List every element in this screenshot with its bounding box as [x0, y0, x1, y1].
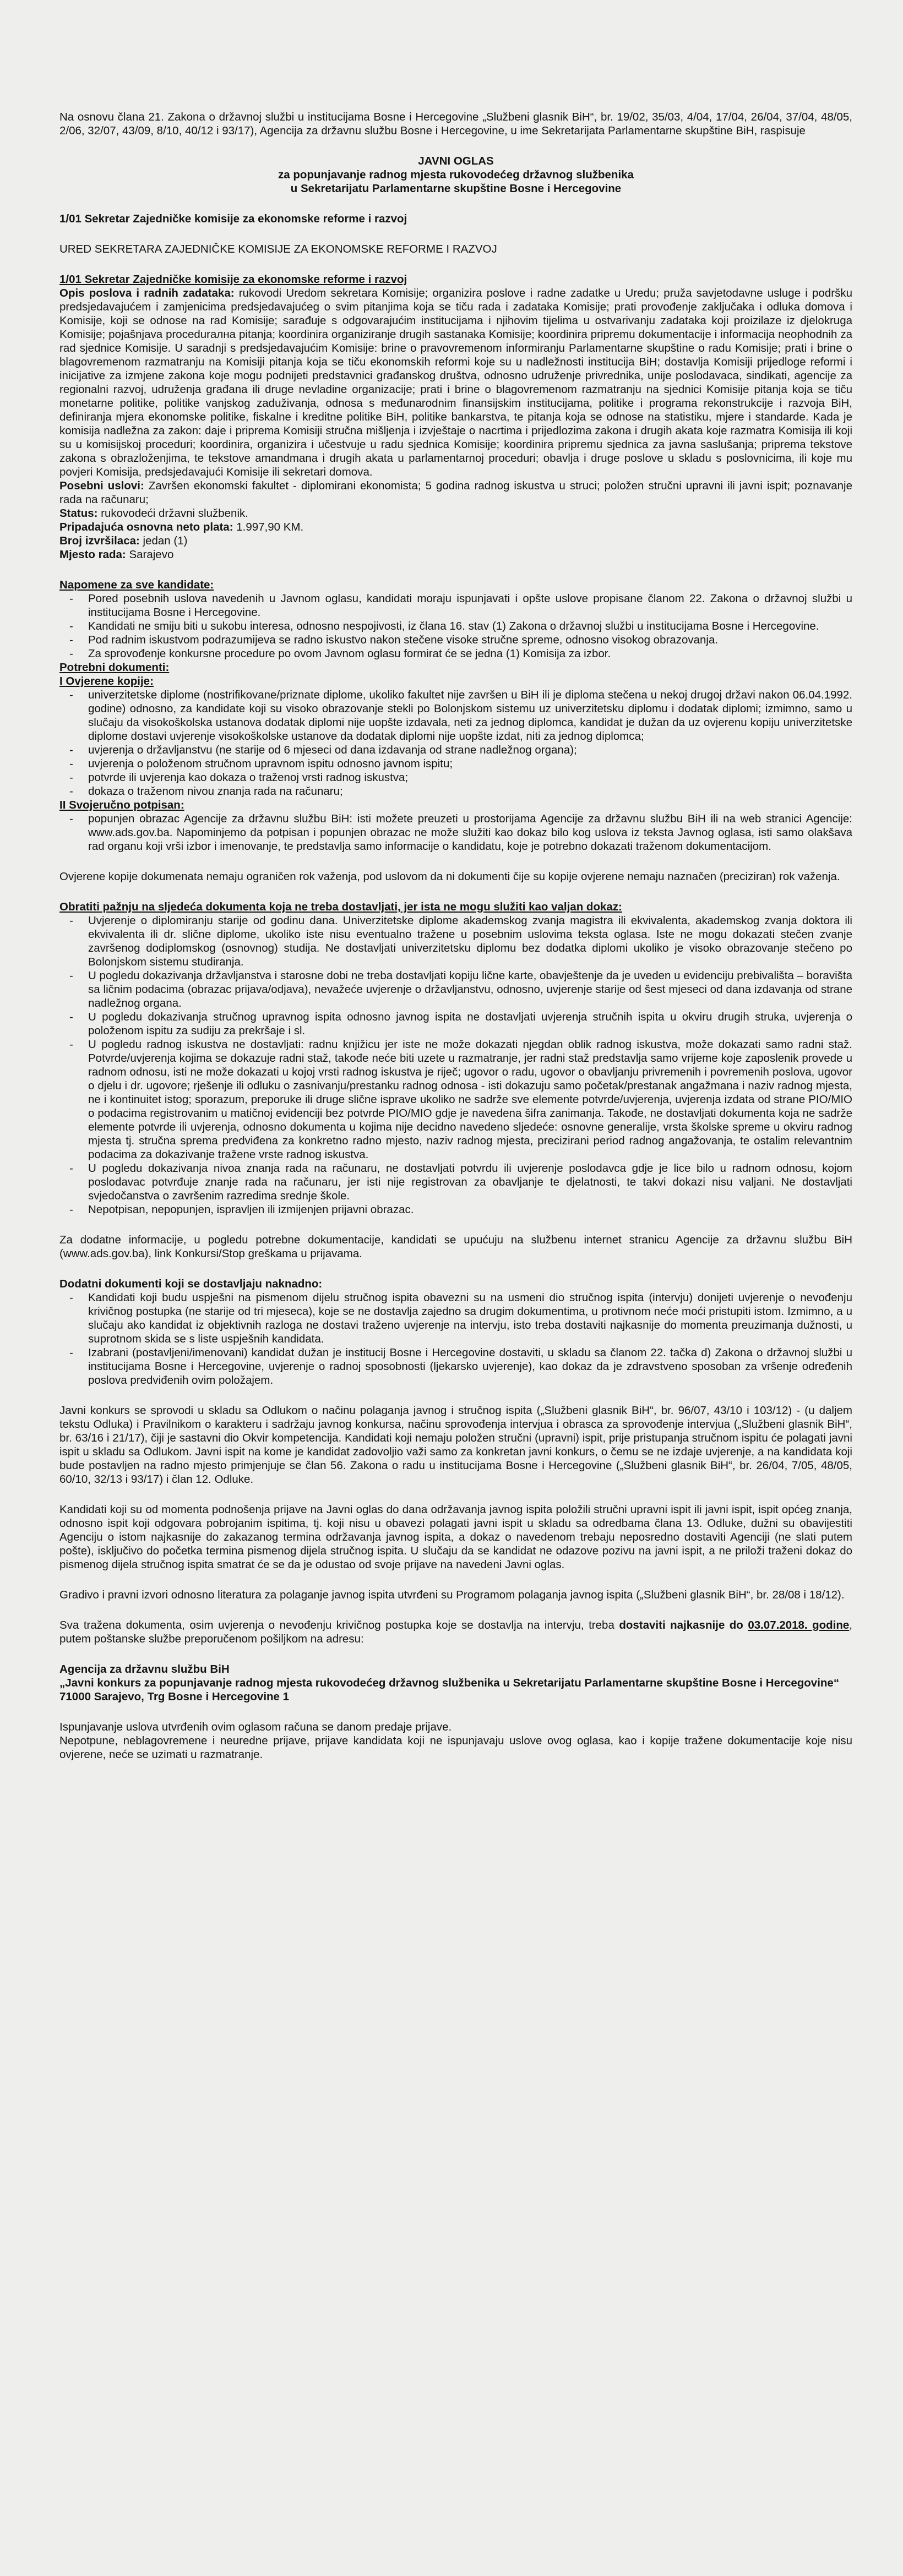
- note-item: - Pod radnim iskustvom podrazumijeva se radno iskustvo nakon stečene visoke stručne spreme, odnosno visokog obrazovanja.: [59, 633, 852, 647]
- intro-paragraph: Na osnovu člana 21. Zakona o državnoj službi u institucijama Bosne i Hercegovine „Službeni glasnik BiH“, br. 19/02, 35/03, 4/04, 17/04, 26/04, 37/04, 48/05, 2/06, 32/07, 43/09, 8/10, 40/12 i 93/17), Agencija za državnu službu Bosne i Hercegovine, u ime Sekretarijata Parlamentarne skupštine BiH, raspisuje: [59, 111, 852, 137]
- attention-list: [59, 914, 852, 1216]
- special-conditions: [59, 479, 852, 506]
- notice-subtitle-2: u Sekretarijatu Parlamentarne skupštine Bosne i Hercegovine: [290, 182, 622, 195]
- certified-item: - uvjerenja o državljanstvu (ne starije od 6 mjeseci od dana izdavanja od strane nadležnog organa);: [59, 743, 852, 757]
- attention-item: - U pogledu dokazivanja nivoa znanja rada na računaru, ne dostavljati potvrdu ili uvjerenje poslodavca gdje je lice bilo u radnom odnosu, kojom poslodavac potvrđuje znanje rada na računaru, jer isti nije registrovan za obavljanje te djelatnosti, te takvi dokazi nisu valjani. Ne dostavljati svjedočanstva o završenim razredima srednje škole.: [59, 1161, 852, 1203]
- position-section: [59, 272, 852, 561]
- job-notice-document: [59, 110, 852, 1761]
- signed-form-heading: II Svojeručno potpisan:: [59, 799, 184, 811]
- deadline-intro: Sva tražena dokumenta, osim uvjerenja o nevođenju krivičnog postupka koje se dostavlja na intervju, treba: [59, 1619, 619, 1631]
- organizational-unit: URED SEKRETARA ZAJEDNIČKE KOMISIJE ZA EKONOMSKE REFORME I RAZVOJ: [59, 243, 497, 255]
- attention-item: - U pogledu dokazivanja stručnog upravnog ispita odnosno javnog ispita ne dostavljati uvjerenja stručnih ispita u okviru drugih struka, uvjerenja o položenom ispitu za sudiju za prekršaje i sl.: [59, 1010, 852, 1038]
- note-item: - Pored posebnih uslova navedenih u Javnom oglasu, kandidati moraju ispunjavati i opšte uslove propisane članom 22. Zakona o državnoj službi u institucijama Bosne i Hercegovine.: [59, 592, 852, 619]
- note-item: - Kandidati ne smiju biti u sukobu interesa, odnosno nespojivosti, iz člana 16. stav (1) Zakona o državnoj službi u institucijama Bosne i Hercegovine.: [59, 619, 852, 633]
- additional-docs-list: [59, 1291, 852, 1387]
- salary-line: [59, 520, 852, 534]
- additional-doc-item: - Kandidati koji budu uspješni na pismenom dijelu stručnog ispita obavezni su na usmeni dio stručnog ispita (intervju) donijeti uvjerenje o nevođenju krivičnog postupka (ne starije od tri mjeseca), koje se ne dostavlja zajedno sa drugim dokumentima, u protivnom neće moći pristupiti istom. Izmimno, a u slučaju ako kandidat iz objektivnih razloga ne dostavi traženo uvjerenje na intervju, isto treba dostaviti najkasnije do momenta preuzimanja dužnosti, u suprotnom skida se s liste uspješnih kandidata.: [59, 1291, 852, 1346]
- address-agency: Agencija za državnu službu BiH: [59, 1663, 230, 1676]
- duties-text: rukovodi Uredom sekretara Komisije; organizira poslove i radne zadatke u Uredu; pruža savjetodavne usluge i podršku predsjedavajućem i zamjenicima predsjedavajućeg o svim pitanjima koja se tiču rada i zadataka Komisije; prati provođenje zaključaka i odluka domova i Komisije, koji se odnose na rad Komisije; sarađuje s odgovarajućim institucijama i njihovim tijelima u ostvarivanju zadataka koji proizilaze iz djelokruga Komisije; pojašnjava procedurална pitanja; koordinira organiziranje drugih sastanaka Komisije; koordinira pripremu dokumentacije i informacija neophodnih za rad sjednice Komisije. U saradnji s predsjedavajućim Komisije: brine o pravovremenom informiranju Parlamentarne skupštine o radu Komisije; prati i brine o blagovremenom razmatranju na Komisiji pitanja koja se tiču ekonomskih reformi koje su u nadležnosti institucija BiH; dostavlja Komisiji prijedloge reformi i inicijative za izmjene zakona koje mogu podnijeti predstavnici građanskog društva, odnosno udruženje privrednika, unije poslodavaca, sindikati, agencije za regionalni razvoj, udruženja građana ili druge nevladine organizacije; prati i brine o blagovremenom razmatranju na sjednici Komisije pitanja koja se tiču monetarne politike, politike vanjskog zaduživanja, odnosa s međunarodnim finansijskim institucijama, politike i programa rekonstrukcije i razvoja BiH, definiranja mjera ekonomske politike, fiskalne i kreditne politike BiH, politike bankarstva, te pitanja koja se odnose na statistiku, mjere i standarde. Kada je komisija nadležna za zakon: daje i priprema Komisiji stručna mišljenja i izvještaje o nacrtima i prijedlozima zakona i drugih akata koje razmatra Komisija ili koji su u komisijskoj proceduri; koordinira, organizira i učestvuje u radu sjednica Komisije; koordinira pripremu sjednica za javna saslušanja; priprema tekstove zakona s obrazloženjima, te tekstove amandmana i drugih akata u parlamentarnoj proceduri; obavlja i druge poslove u skladu s poslovnicima, ili koje mu povjeri Komisija, predsjedavajući Komisije ili sekretari domova.: [59, 287, 852, 478]
- special-conditions-label: Posebni uslovi:: [59, 479, 144, 492]
- final-note-1: Ispunjavanje uslova utvrđenih ovim oglasom računa se danom predaje prijave.: [59, 1721, 452, 1733]
- final-note-2: Nepotpune, neblagovremene i neuredne prijave, prijave kandidata koji ne ispunjavaju uslove ovog oglasa, kao i kopije tražene dokumentacije koje nisu ovjerene, neće se uzimati u razmatranje.: [59, 1734, 852, 1761]
- duties-paragraph: [59, 286, 852, 479]
- final-notes: [59, 1720, 852, 1761]
- place-value: Sarajevo: [126, 548, 174, 561]
- count-label: Broj izvršilaca:: [59, 534, 140, 547]
- notice-subtitle-1: za popunjavanje radnog mjesta rukovodećeg državnog službenika: [278, 168, 634, 181]
- place-line: [59, 548, 852, 561]
- additional-docs-heading: Dodatni dokumenti koji se dostavljaju naknadno:: [59, 1278, 323, 1290]
- signed-form-list: [59, 812, 852, 853]
- deadline-emphasis: dostaviti najkasnije do: [619, 1619, 748, 1631]
- address-street: 71000 Sarajevo, Trg Bosne i Hercegovine 1: [59, 1690, 290, 1703]
- additional-doc-item: - Izabrani (postavljeni/imenovani) kandidat dužan je institucij Bosne i Hercegovine dostaviti, u skladu sa članom 22. tačka d) Zakona o državnoj službi u institucijama Bosne i Hercegovine, uvjerenje o radnoj sposobnosti (ljekarsko uvjerenje), kao dokaz da je zdravstveno sposoban za vršenje određenih poslova predviđenih ovim položajem.: [59, 1346, 852, 1387]
- info-paragraph: Za dodatne informacije, u pogledu potrebne dokumentacije, kandidati se upućuju na službenu internet stranicu Agencije za državnu službu BiH (www.ads.gov.ba), link Konkursi/Stop greškama u prijavama.: [59, 1234, 852, 1260]
- attention-heading: Obratiti pažnju na sljedeća dokumenta koja ne treba dostavljati, jer ista ne mogu služiti kao valjan dokaz:: [59, 900, 622, 913]
- count-line: [59, 534, 852, 548]
- validity-paragraph: Ovjerene kopije dokumenata nemaju ograničen rok važenja, pod uslovom da ni dokumenti čije su kopije ovjerene nemaju naznačen (preciziran) rok važenja.: [59, 870, 840, 883]
- address-subject: „Javni konkurs za popunjavanje radnog mjesta rukovodećeg državnog službenika u Sekretarijatu Parlamentarne skupštine Bosne i Hercegovine“: [59, 1677, 840, 1689]
- certified-copies-heading: I Ovjerene kopije:: [59, 675, 154, 687]
- notice-title: JAVNI OGLAS: [418, 155, 494, 167]
- salary-label: Pripadajuća osnovna neto plata:: [59, 521, 233, 533]
- salary-value: 1.997,90 KM.: [233, 521, 304, 533]
- exam-paragraph-2: Kandidati koji su od momenta podnošenja prijave na Javni oglas do dana održavanja javnog ispita položili stručni upravni ispit ili javni ispit, ispit općeg znanja, odnosno ispit koji odgovara pobrojanim ispitima, tj. koji nisu u obavezi polagati javni ispit u skladu sa odredbama člana 13. Odluke, dužni su obavijestiti Agenciju o istom najkasnije do zakazanog termina održavanja javnog ispita, a dokaz o navedenom trebaju neposredno dostaviti Agenciji (ne slati putem pošte), isključivo do početka termina pismenog dijela stručnog ispita. U slučaju da se kandidat ne odazove pozivu na javni ispit, a ne priloži traženi dokaz do pismenog dijela stručnog ispita smatrat će se da je odustao od svoje prijave na navedeni Javni oglas.: [59, 1503, 852, 1571]
- notice-title-block: [59, 154, 852, 195]
- documents-heading: Potrebni dokumenti:: [59, 661, 170, 674]
- place-label: Mjesto rada:: [59, 548, 126, 561]
- note-item: - Za sprovođenje konkursne procedure po ovom Javnom oglasu formirat će se jedna (1) Komisija za izbor.: [59, 647, 852, 661]
- position-short-title: 1/01 Sekretar Zajedničke komisije za ekonomske reforme i razvoj: [59, 212, 407, 225]
- count-value: jedan (1): [139, 534, 188, 547]
- deadline-tail: , putem poštanske službe preporučenom pošiljkom na adresu:: [59, 1619, 852, 1645]
- position-heading: 1/01 Sekretar Zajedničke komisije za ekonomske reforme i razvoj: [59, 273, 407, 286]
- certified-item: - uvjerenja o položenom stručnom upravnom ispitu odnosno javnom ispitu;: [59, 757, 852, 771]
- notes-list: [59, 592, 852, 661]
- certified-item: - potvrde ili uvjerenja kao dokaza o traženoj vrsti radnog iskustva;: [59, 771, 852, 784]
- attention-item: - Uvjerenje o diplomiranju starije od godinu dana. Univerzitetske diplome akademskog zvanja magistra ili ekvivalenta, akademskog zvanja doktora ili ekvivalenta ili dr. slične diplome, ukoliko iste nisu eventualno tražene u posebnim uslovima teksta oglasa. Iste ne mogu dokazati stečen zvanje završenog dodiplomskog (osnovnog) studija. Ne dostavljati univerzitetsku diplomu bez dodatka diplomi ukoliko je visoko obrazovanje stečeno po Bolonjskom sistemu studiranja.: [59, 914, 852, 969]
- status-value: rukovodeći državni službenik.: [97, 507, 248, 520]
- status-line: [59, 506, 852, 520]
- attention-section: [59, 900, 852, 1216]
- duties-label: Opis poslova i radnih zadataka:: [59, 287, 235, 299]
- certified-item: - univerzitetske diplome (nostrifikovane/priznate diplome, ukoliko fakultet nije završen u BiH ili je diploma stečena u nekoj drugoj državi nakon 06.04.1992. godine) odnosno, za kandidate koji su visoko obrazovanje stekli po Bolonjskom sistemu uz univerzitetsku diplomu i dodatak diplomi; izmimno, samo u slučaju da visokoškolska ustanova dodatak diplomi nije uopšte izdavala, neti za jednog diplomca, kandidat je dužan da uz ovjerenu kopiju univerzitetske diplome dostavi uvjerenje visokoškolske ustanove da dodatak diplomi nije uopšte izdat, niti za jednog diplomca;: [59, 688, 852, 743]
- literature-paragraph: Gradivo i pravni izvori odnosno literatura za polaganje javnog ispita utvrđeni su Programom polaganja javnog ispita („Službeni glasnik BiH“, br. 28/08 i 18/12).: [59, 1589, 845, 1601]
- exam-paragraph-1: Javni konkurs se sprovodi u skladu sa Odlukom o načinu polaganja javnog i stručnog ispita („Službeni glasnik BiH“, br. 96/07, 43/10 i 103/12) - (u daljem tekstu Odluka) i Pravilnikom o karakteru i sadržaju javnog konkursa, načinu sprovođenja intervjua i obrasca za sprovođenje intervjua („Službeni glasnik BiH“, br. 63/16 i 21/17), čiji je sastavni dio Okvir kompetencija. Kandidati koji nemaju položen stručni (upravni) ispit, prije pristupanja stručnom ispitu će polagati javni ispit u skladu sa Odlukom. Javni ispit na kome je kandidat zadovoljio važi samo za konkretan javni konkurs, o čemu se ne izdaje uvjerenje, a na kandidata koji bude postavljen na radno mjesto primjenjuje se član 56. Zakona o radu u institucijama Bosne i Hercegovine („Službeni glasnik BiH“, br. 26/04, 7/05, 48/05, 60/10, 32/13 i 93/17) i član 12. Odluke.: [59, 1404, 852, 1486]
- attention-item: - U pogledu radnog iskustva ne dostavljati: radnu knjižicu jer iste ne može dokazati njegdan oblik radnog iskustva, može dokazati samo radni staž. Potvrde/uvjerenja kojima se dokazuje radni staž, takođe neće biti uzete u razmatranje, jer radni staž predstavlja samo vrijeme koje zaposlenik provede u radnom odnosu, isti ne može dokazati u kojoj vrsti radnog iskustva je riječ; ugovor o radu, ugovor o obavljanju privremenih i povremenih poslova, ugovor o djelu i dr. ugovore; rješenje ili odluku o zasnivanju/prestanku radnog odnosa - isti dokazuju samo početak/prestanak angažmana i naziv radnog mjesta, ne i kontinuitet istog; sporazum, preporuke ili druge slične isprave ukoliko ne sadrže sve elemente potvrde/uvjerenja, uvjerenja izdata od strane PIO/MIO o podacima registrovanim u matičnoj evidenciji bez potvrde PIO/MIO gdje je navedena šifra zanimanja. Takođe, ne dostavljati dokumenta koja ne sadrže elemente potvrde ili uvjerenja, odnosno dokumenta u kojima nije decidno navedeno sljedeće: osnovne generalije, vrsta školske spreme u okviru radnog mjesta tj. stručna sprema predviđena za konkretno radno mjesto, naziv radnog mjesta, precizirani period radnog angažovanja, te ostalim relevantnim podacima za dokazivanje tražene vrste radnog iskustva.: [59, 1038, 852, 1161]
- deadline-paragraph: [59, 1618, 852, 1646]
- attention-item: - U pogledu dokazivanja državljanstva i starosne dobi ne treba dostavljati kopiju lične karte, obavještenje da je uveden u evidenciju prebivališta – boravišta sa ličnim podacima (obrazac prijava/odjava), nevažeće uvjerenje o državljanstvu, odnosno, uvjerenje starije od šest mjeseci od dana izdavanja od strane nadležnog organa.: [59, 969, 852, 1010]
- notes-section: [59, 578, 852, 853]
- status-label: Status:: [59, 507, 98, 520]
- additional-docs-section: [59, 1277, 852, 1387]
- deadline-date: 03.07.2018. godine: [748, 1619, 850, 1631]
- signed-form-item: - popunjen obrazac Agencije za državnu službu BiH: isti možete preuzeti u prostorijama Agencije za državnu službu BiH ili na web stranici Agencije: www.ads.gov.ba. Napominjemo da potpisan i popunjen obrazac ne može služiti kao dokaz bilo kog uslova iz teksta Javnog oglasa, isti samo olakšava rad organu koji vrši izbor i imenovanje, te predstavlja samo informacije o kandidatu, koje je potrebno dokazati traženom dokumentacijom.: [59, 812, 852, 853]
- special-conditions-text: Završen ekonomski fakultet - diplomirani ekonomista; 5 godina radnog iskustva u struci; položen stručni upravni ili javni ispit; poznavanje rada na računaru;: [59, 479, 852, 506]
- notes-heading: Napomene za sve kandidate:: [59, 578, 214, 591]
- certified-copies-list: [59, 688, 852, 798]
- certified-item: - dokaza o traženom nivou znanja rada na računaru;: [59, 784, 852, 798]
- attention-item: - Nepotpisan, nepopunjen, ispravljen ili izmijenjen prijavni obrazac.: [59, 1203, 852, 1216]
- address-block: [59, 1662, 852, 1704]
